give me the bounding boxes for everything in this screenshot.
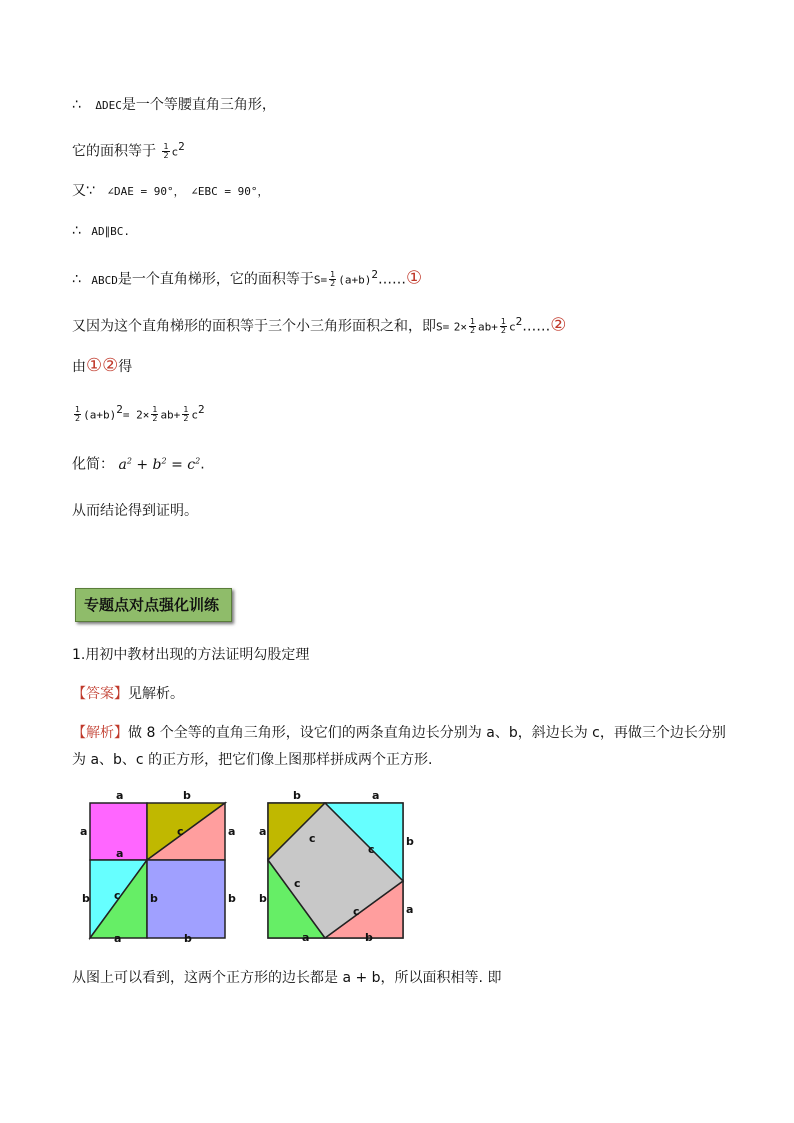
proof-text: 它的面积等于 xyxy=(72,143,156,160)
answer-tag: 【答案】 xyxy=(72,686,128,702)
proof-line-1 xyxy=(72,95,276,116)
analysis-line-1: 【解析】做 8 个全等的直角三角形，设它们的两条直角边长分别为 a、b，斜边长为 c，再做三个边长分别 xyxy=(72,725,726,741)
analysis-tag: 【解析】 xyxy=(72,725,128,741)
label-b: b xyxy=(150,892,158,905)
section-heading-text: 专题点对点强化训练 xyxy=(84,596,220,614)
label-a: a xyxy=(406,903,414,916)
equation-marker-1: ① xyxy=(405,267,423,289)
fraction-half: $\frac{1}{2}$ xyxy=(330,270,336,289)
label-b: b xyxy=(184,932,192,945)
label-c: c xyxy=(114,889,121,902)
label-b: b xyxy=(183,789,191,802)
label-b: b xyxy=(406,835,414,848)
pythagorean-equation: $a^2 + b^2 = c^2$ xyxy=(118,456,201,473)
equation-marker-2: ② xyxy=(102,355,119,376)
answer-line: 【答案】见解析。 xyxy=(72,686,184,702)
proof-text: 又因为这个直角梯形的面积等于三个小三角形面积之和，即 xyxy=(72,318,436,335)
pythagorean-proof-figure xyxy=(70,785,430,945)
fraction-half: $\frac{1}{2}$ xyxy=(183,405,189,424)
section-heading xyxy=(75,588,232,622)
conclusion-line: 从图上可以看到，这两个正方形的边长都是 a + b，所以面积相等. 即 xyxy=(72,970,502,986)
triangle-dec: ΔDEC xyxy=(95,99,122,112)
proof-line-10 xyxy=(72,501,198,521)
therefore-symbol: ∴ xyxy=(72,97,81,113)
left-square xyxy=(80,789,236,938)
label-b: b xyxy=(365,931,373,944)
proof-line-2: 它的面积等于 $\frac{1}{2}$ $c^2$ xyxy=(72,140,185,161)
proof-line-3 xyxy=(72,181,268,202)
label-a: a xyxy=(302,931,310,944)
label-c: c xyxy=(294,877,301,890)
label-a: a xyxy=(116,789,124,802)
label-c: c xyxy=(368,843,375,856)
label-a: a xyxy=(80,825,88,838)
angle-statement: ∠DAE = 90°， ∠EBC = 90°， xyxy=(107,185,269,198)
proof-line-4 xyxy=(72,221,130,242)
fraction-half: $\frac{1}{2}$ xyxy=(152,405,158,424)
label-a: a xyxy=(116,847,124,860)
label-b: b xyxy=(228,892,236,905)
problem-statement: 1.用初中教材出现的方法证明勾股定理 xyxy=(72,647,310,663)
label-c: c xyxy=(309,832,316,845)
proof-line-9: 化简： $a^2 + b^2 = c^2$. xyxy=(72,456,205,473)
therefore-symbol: ∴ xyxy=(72,271,81,288)
label-b: b xyxy=(259,892,267,905)
label-c: c xyxy=(177,825,184,838)
label-a: a xyxy=(259,825,267,838)
proof-text: 化简： xyxy=(72,456,114,473)
label-a: a xyxy=(372,789,380,802)
fraction-half: $\frac{1}{2}$ xyxy=(500,317,507,336)
proof-line-7: 由①②得 xyxy=(72,355,133,376)
label-a: a xyxy=(114,932,122,945)
fraction-half: $\frac{1}{2}$ xyxy=(469,317,476,336)
proof-line-6: 又因为这个直角梯形的面积等于三个小三角形面积之和，即S= 2× $\frac{1}{2}$ ab+ $\frac{1}{2}$ $c^2\dots\dots ②$ xyxy=(72,314,567,336)
proof-conclusion: 从而结论得到证明。 xyxy=(72,503,198,519)
proof-line-5: ∴ ABCD是一个直角梯形，它的面积等于S= $\frac{1}{2}$ $(a+b)^2\dots\dots ①$ xyxy=(72,267,423,289)
label-b: b xyxy=(293,789,301,802)
therefore-symbol: ∴ xyxy=(72,223,81,239)
right-square xyxy=(259,789,414,944)
label-a: a xyxy=(228,825,236,838)
analysis-line-2: 为 a、b、c 的正方形，把它们像上图那样拼成两个正方形. xyxy=(72,752,433,768)
fraction-half: $\frac{1}{2}$ xyxy=(75,405,81,424)
proof-text: 是一个直角梯形，它的面积等于 xyxy=(117,271,314,288)
label-b: b xyxy=(82,892,90,905)
equation-marker-1: ① xyxy=(86,355,103,376)
label-c: c xyxy=(353,905,360,918)
square-b xyxy=(147,860,225,938)
proof-line-8: $\frac{1}{2}$ $(a+b)^2= 2\times$ $\frac{1}{2}$ ab+ $\frac{1}{2}$ $c^2$ xyxy=(75,403,205,424)
proof-text: 是一个等腰直角三角形， xyxy=(121,97,276,113)
fraction-half: $\frac{1}{2}$ xyxy=(163,142,169,161)
equation-marker-2: ② xyxy=(550,314,567,336)
parallel-statement: AD∥BC. xyxy=(91,225,130,238)
proof-text: 又∵ xyxy=(72,183,95,199)
